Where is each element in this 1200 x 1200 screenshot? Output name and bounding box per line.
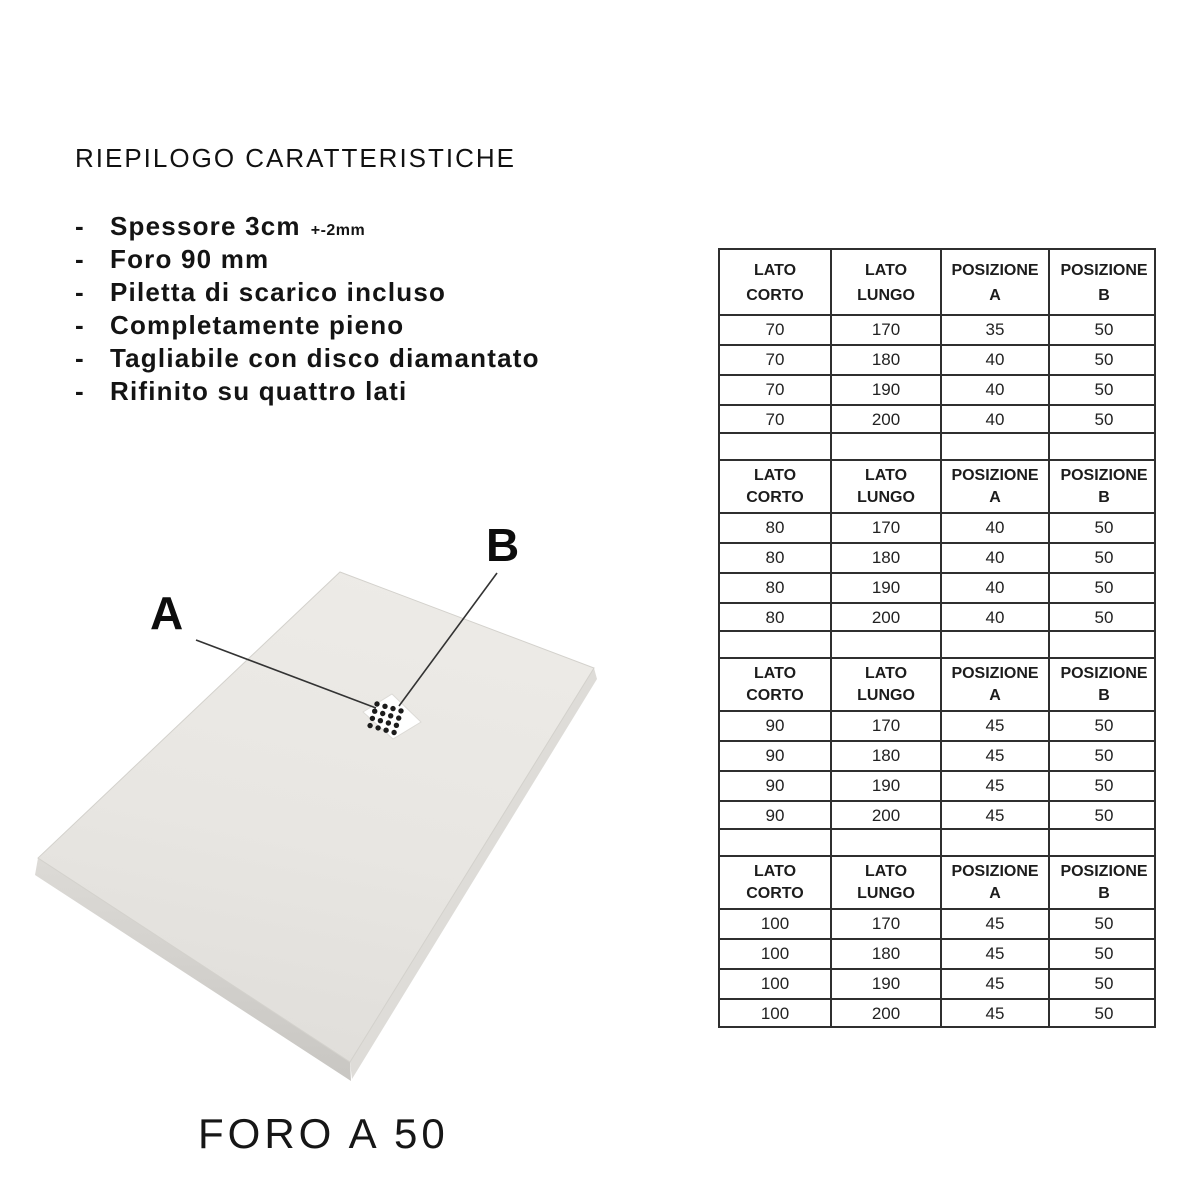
drain-grate-dot [375,725,380,730]
table-cell: 40 [942,346,1050,374]
bullet-dash: - [75,310,85,340]
feature-item [75,310,540,343]
spec-table-90 [718,657,1156,830]
table-cell: 50 [1094,518,1114,537]
table-cell: 45 [942,772,1050,800]
bullet-dash: - [75,376,85,406]
column-header: LATO CORTO [720,659,832,710]
drain-grate-dot [394,723,399,728]
page-title: RIEPILOGO CARATTERISTICHE [75,143,517,173]
table-cell: 170 [832,514,942,542]
drain-grate-dot [380,711,385,716]
table-cell: 190 [832,574,942,602]
table-row [720,376,1154,406]
table-cell: 180 [832,742,942,770]
table-cell: 170 [832,712,942,740]
table-row [720,802,1154,828]
table-cell: 100 [720,910,832,938]
feature-suffix: +-2mm [310,222,366,239]
table-row [720,346,1154,376]
table-body [720,712,1154,828]
table-gap [718,830,1156,855]
table-cell: 50 [1094,350,1114,369]
table-header-row [720,659,1154,712]
bullet-dash: - [75,211,85,241]
table-cell: 50 [1094,548,1114,567]
table-cell: 200 [832,406,942,432]
drain-grate-dot [386,720,391,725]
table-cell: 200 [832,1000,942,1026]
table-cell: 180 [832,346,942,374]
table-cell: 90 [720,742,832,770]
table-body [720,514,1154,630]
table-row [720,742,1154,772]
table-cell: 45 [942,742,1050,770]
table-cell: 180 [832,544,942,572]
column-header: POSIZIONE A [942,659,1050,710]
table-cell: 50 [1094,320,1114,339]
table-row [720,604,1154,630]
feature-item [75,211,540,244]
feature-text: Spessore 3cm [110,211,301,241]
table-body [720,910,1154,1026]
table-cell: 190 [832,772,942,800]
table-header-row [720,857,1154,910]
table-cell: 70 [720,406,832,432]
table-row [720,772,1154,802]
table-cell: 90 [720,712,832,740]
table-cell: 40 [942,514,1050,542]
spec-table-70 [718,248,1156,434]
feature-text: Piletta di scarico incluso [110,277,447,307]
table-cell: 170 [832,316,942,344]
table-cell: 190 [832,970,942,998]
table-cell: 100 [720,1000,832,1026]
feature-item [75,244,540,277]
drain-grate-dot [398,708,403,713]
table-cell: 40 [942,604,1050,630]
column-header: POSIZIONE A [942,250,1050,314]
table-cell: 70 [720,376,832,404]
table-cell: 50 [1094,380,1114,399]
spec-table-100 [718,855,1156,1028]
table-row [720,316,1154,346]
feature-text: Tagliabile con disco diamantato [110,343,540,373]
table-cell: 80 [720,574,832,602]
table-cell: 170 [832,910,942,938]
table-cell: 40 [942,574,1050,602]
table-cell: 90 [720,802,832,828]
dimension-tables [718,248,1156,1028]
feature-text: Completamente pieno [110,310,405,340]
table-cell: 180 [832,940,942,968]
table-cell: 80 [720,544,832,572]
column-header: LATO CORTO [720,461,832,512]
table-row [720,514,1154,544]
column-header: POSIZIONE B [1060,863,1148,902]
table-cell: 70 [720,346,832,374]
table-cell: 80 [720,604,832,630]
table-row [720,574,1154,604]
drain-grate-dot [378,718,383,723]
table-row [720,544,1154,574]
feature-list [75,211,540,409]
column-header: LATO LUNGO [832,250,942,314]
table-cell: 50 [1094,776,1114,795]
table-cell: 200 [832,604,942,630]
column-header: POSIZIONE B [1060,665,1148,704]
table-header-row [720,461,1154,514]
table-cell: 50 [1094,716,1114,735]
table-cell: 50 [1094,1004,1114,1023]
table-cell: 200 [832,802,942,828]
label-a: A [150,587,184,639]
drain-grate-dot [391,730,396,735]
bullet-dash: - [75,244,85,274]
table-body [720,316,1154,432]
drain-grate-dot [374,701,379,706]
table-cell: 45 [942,802,1050,828]
table-cell: 50 [1094,914,1114,933]
spec-table-80 [718,459,1156,632]
table-gap [718,434,1156,459]
table-row [720,910,1154,940]
column-header: LATO LUNGO [832,857,942,908]
table-cell: 40 [942,544,1050,572]
drain-grate-dot [367,723,372,728]
table-row [720,1000,1154,1026]
table-cell: 45 [942,940,1050,968]
table-row [720,940,1154,970]
drain-grate-dot [390,706,395,711]
table-cell: 100 [720,940,832,968]
table-cell: 100 [720,970,832,998]
table-row [720,712,1154,742]
table-cell: 90 [720,772,832,800]
table-cell: 50 [1094,944,1114,963]
table-row [720,970,1154,1000]
table-header-row [720,250,1154,316]
table-cell: 190 [832,376,942,404]
table-cell: 45 [942,910,1050,938]
feature-item [75,277,540,310]
drain-grate-dot [382,704,387,709]
feature-text: Foro 90 mm [110,244,270,274]
bullet-dash: - [75,343,85,373]
column-header: POSIZIONE A [942,857,1050,908]
column-header: LATO LUNGO [832,659,942,710]
table-cell: 50 [1094,806,1114,825]
shower-tray-illustration [0,520,680,1100]
table-cell: 50 [1094,578,1114,597]
table-cell: 35 [942,316,1050,344]
footer-caption: FORO A 50 [198,1110,449,1157]
feature-text: Rifinito su quattro lati [110,376,408,406]
table-cell: 40 [942,406,1050,432]
table-cell: 45 [942,970,1050,998]
drain-grate-dot [396,715,401,720]
bullet-dash: - [75,277,85,307]
table-cell: 50 [1094,608,1114,627]
column-header: LATO CORTO [720,250,832,314]
column-header: POSIZIONE B [1060,262,1148,304]
table-cell: 50 [1094,746,1114,765]
column-header: POSIZIONE A [942,461,1050,512]
feature-item [75,376,540,409]
column-header: POSIZIONE B [1060,467,1148,506]
table-row [720,406,1154,432]
table-cell: 50 [1094,410,1114,429]
table-cell: 40 [942,376,1050,404]
drain-grate-dot [388,713,393,718]
table-gap [718,632,1156,657]
feature-item [75,343,540,376]
table-cell: 50 [1094,974,1114,993]
table-cell: 45 [942,1000,1050,1026]
drain-grate-dot [370,716,375,721]
table-cell: 70 [720,316,832,344]
table-cell: 80 [720,514,832,542]
table-cell: 45 [942,712,1050,740]
label-b: B [486,519,520,571]
column-header: LATO CORTO [720,857,832,908]
drain-grate-dot [383,728,388,733]
column-header: LATO LUNGO [832,461,942,512]
drain-grate-dot [372,709,377,714]
